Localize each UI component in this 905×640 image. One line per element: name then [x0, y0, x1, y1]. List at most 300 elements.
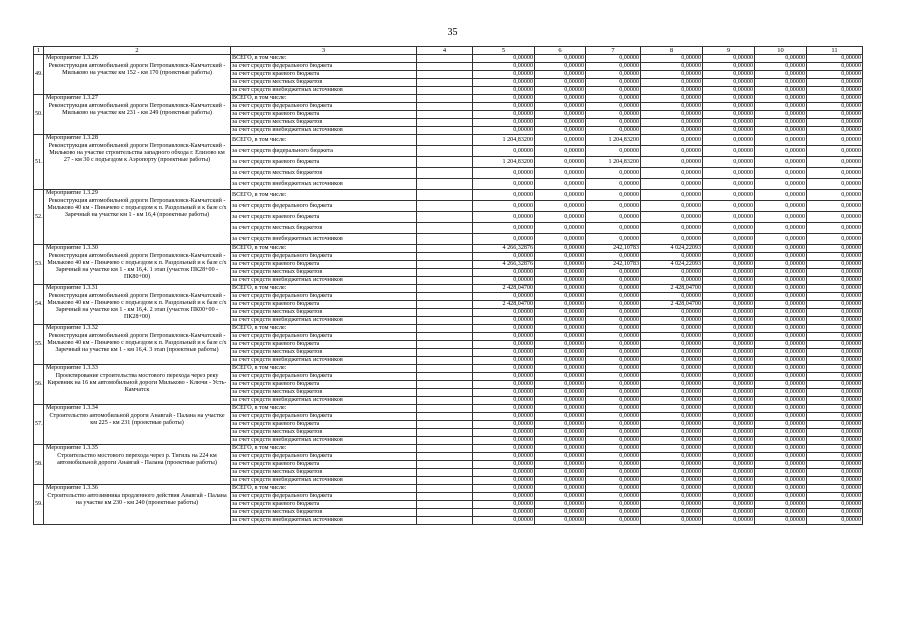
table-row: [34, 95, 863, 103]
value-cell: 0,00000: [535, 381, 586, 389]
value-cell: 2 428,04700: [473, 301, 535, 309]
funding-source: за счет средств внебюджетных источников: [231, 357, 417, 365]
value-cell: 0,00000: [807, 234, 863, 245]
value-cell: 0,00000: [703, 135, 755, 146]
funding-source: за счет средств внебюджетных источников: [231, 397, 417, 405]
value-cell: 0,00000: [535, 135, 586, 146]
funding-source: за счет средств федерального бюджета: [231, 103, 417, 111]
funding-source: за счет средств федерального бюджета: [231, 333, 417, 341]
value-cell: 0,00000: [807, 157, 863, 168]
value-cell: 0,00000: [641, 429, 703, 437]
value-cell: 0,00000: [473, 413, 535, 421]
value-cell: 0,00000: [586, 469, 641, 477]
value-cell: 0,00000: [473, 405, 535, 413]
funding-source: за счет средств местных бюджетов: [231, 429, 417, 437]
value-cell: 0,00000: [586, 190, 641, 201]
funding-source: ВСЕГО, в том числе:: [231, 55, 417, 63]
value-cell: 0,00000: [703, 95, 755, 103]
value-cell: 0,00000: [473, 269, 535, 277]
table-row: [34, 405, 863, 413]
event-code: Мероприятие 1.3.36: [46, 485, 98, 491]
value-cell: 0,00000: [641, 135, 703, 146]
value-cell: 0,00000: [755, 485, 807, 493]
value-cell: 0,00000: [807, 146, 863, 157]
value-cell: 0,00000: [641, 103, 703, 111]
value-cell: 0,00000: [807, 95, 863, 103]
value-cell: 0,00000: [473, 79, 535, 87]
empty-cell: [417, 421, 473, 429]
value-cell: 0,00000: [535, 223, 586, 234]
value-cell: 0,00000: [703, 381, 755, 389]
value-cell: 0,00000: [807, 509, 863, 517]
value-cell: 0,00000: [586, 477, 641, 485]
value-cell: 0,00000: [755, 445, 807, 453]
table-row: [34, 245, 863, 253]
value-cell: 0,00000: [473, 517, 535, 525]
value-cell: 0,00000: [755, 269, 807, 277]
event-description: Строительство автомобильной дороги Анавгай - Палана на участке км 225 - км 231 (проектные работы): [49, 413, 225, 426]
value-cell: 0,00000: [807, 453, 863, 461]
column-number-4: 4: [417, 47, 473, 55]
funding-source: за счет средств краевого бюджета: [231, 261, 417, 269]
value-cell: 0,00000: [703, 477, 755, 485]
value-cell: 0,00000: [586, 146, 641, 157]
value-cell: 0,00000: [586, 87, 641, 95]
value-cell: 0,00000: [535, 341, 586, 349]
value-cell: 0,00000: [807, 485, 863, 493]
value-cell: 0,00000: [473, 325, 535, 333]
empty-cell: [417, 119, 473, 127]
value-cell: 0,00000: [807, 381, 863, 389]
empty-cell: [417, 79, 473, 87]
value-cell: 0,00000: [535, 357, 586, 365]
value-cell: 0,00000: [586, 365, 641, 373]
value-cell: 0,00000: [703, 119, 755, 127]
empty-cell: [417, 277, 473, 285]
value-cell: 0,00000: [755, 201, 807, 212]
value-cell: 0,00000: [807, 405, 863, 413]
value-cell: 0,00000: [535, 79, 586, 87]
value-cell: 0,00000: [535, 301, 586, 309]
empty-cell: [417, 325, 473, 333]
event-code: Мероприятие 1.3.33: [46, 365, 98, 371]
value-cell: 0,00000: [473, 95, 535, 103]
funding-source: за счет средств внебюджетных источников: [231, 127, 417, 135]
value-cell: 0,00000: [473, 309, 535, 317]
funding-source: ВСЕГО, в том числе:: [231, 485, 417, 493]
event-code: Мероприятие 1.3.30: [46, 245, 98, 251]
value-cell: 0,00000: [755, 95, 807, 103]
value-cell: 0,00000: [535, 234, 586, 245]
value-cell: 0,00000: [755, 477, 807, 485]
value-cell: 0,00000: [807, 469, 863, 477]
row-number: 50.: [34, 95, 44, 135]
value-cell: 0,00000: [641, 389, 703, 397]
value-cell: 0,00000: [535, 453, 586, 461]
empty-cell: [417, 317, 473, 325]
value-cell: 0,00000: [586, 333, 641, 341]
empty-cell: [417, 373, 473, 381]
row-number: 52.: [34, 190, 44, 245]
value-cell: 0,00000: [473, 461, 535, 469]
funding-source: за счет средств федерального бюджета: [231, 253, 417, 261]
value-cell: 0,00000: [641, 146, 703, 157]
empty-cell: [417, 269, 473, 277]
funding-source: за счет средств внебюджетных источников: [231, 437, 417, 445]
event-code: Мероприятие 1.3.27: [46, 95, 98, 101]
value-cell: 0,00000: [703, 317, 755, 325]
empty-cell: [417, 135, 473, 146]
value-cell: 0,00000: [807, 269, 863, 277]
value-cell: 0,00000: [535, 95, 586, 103]
empty-cell: [417, 381, 473, 389]
value-cell: 0,00000: [473, 349, 535, 357]
funding-source: за счет средств местных бюджетов: [231, 389, 417, 397]
value-cell: 0,00000: [586, 485, 641, 493]
empty-cell: [417, 469, 473, 477]
value-cell: 0,00000: [535, 253, 586, 261]
funding-source: за счет средств внебюджетных источников: [231, 234, 417, 245]
empty-cell: [417, 103, 473, 111]
value-cell: 0,00000: [807, 111, 863, 119]
value-cell: 0,00000: [641, 253, 703, 261]
value-cell: 0,00000: [641, 95, 703, 103]
empty-cell: [417, 493, 473, 501]
funding-source: ВСЕГО, в том числе:: [231, 135, 417, 146]
row-number: 58.: [34, 445, 44, 485]
value-cell: 0,00000: [586, 501, 641, 509]
value-cell: 0,00000: [641, 517, 703, 525]
value-cell: 0,00000: [473, 293, 535, 301]
value-cell: 0,00000: [703, 253, 755, 261]
value-cell: 2 428,04700: [641, 285, 703, 293]
value-cell: 0,00000: [535, 168, 586, 179]
funding-source: ВСЕГО, в том числе:: [231, 285, 417, 293]
value-cell: 0,00000: [755, 245, 807, 253]
value-cell: 0,00000: [807, 71, 863, 79]
value-cell: 0,00000: [535, 477, 586, 485]
value-cell: 0,00000: [755, 212, 807, 223]
value-cell: 0,00000: [586, 71, 641, 79]
value-cell: 0,00000: [703, 87, 755, 95]
value-cell: 0,00000: [473, 212, 535, 223]
value-cell: 0,00000: [473, 453, 535, 461]
funding-source: за счет средств внебюджетных источников: [231, 517, 417, 525]
value-cell: 0,00000: [535, 201, 586, 212]
value-cell: 0,00000: [703, 212, 755, 223]
value-cell: 0,00000: [535, 509, 586, 517]
value-cell: 0,00000: [473, 317, 535, 325]
value-cell: 0,00000: [755, 453, 807, 461]
empty-cell: [417, 71, 473, 79]
value-cell: 0,00000: [703, 285, 755, 293]
value-cell: 0,00000: [535, 309, 586, 317]
value-cell: 0,00000: [807, 277, 863, 285]
value-cell: 0,00000: [641, 55, 703, 63]
value-cell: 0,00000: [586, 357, 641, 365]
value-cell: 0,00000: [755, 381, 807, 389]
event-code: Мероприятие 1.3.26: [46, 55, 98, 61]
value-cell: 0,00000: [586, 389, 641, 397]
value-cell: 0,00000: [755, 389, 807, 397]
empty-cell: [417, 389, 473, 397]
value-cell: 0,00000: [586, 253, 641, 261]
event-description: Строительство автозимника продленного действия Анавгай - Палана на участке км 230 - км 240 (проектные работы): [47, 493, 227, 506]
value-cell: 0,00000: [755, 119, 807, 127]
value-cell: 0,00000: [755, 223, 807, 234]
value-cell: 0,00000: [755, 285, 807, 293]
empty-cell: [417, 445, 473, 453]
funding-source: ВСЕГО, в том числе:: [231, 365, 417, 373]
value-cell: 0,00000: [703, 127, 755, 135]
value-cell: 0,00000: [755, 493, 807, 501]
value-cell: 0,00000: [807, 285, 863, 293]
value-cell: 0,00000: [807, 301, 863, 309]
value-cell: 0,00000: [586, 381, 641, 389]
value-cell: 0,00000: [641, 445, 703, 453]
value-cell: 0,00000: [641, 413, 703, 421]
value-cell: 0,00000: [807, 87, 863, 95]
value-cell: 0,00000: [807, 493, 863, 501]
value-cell: 0,00000: [807, 63, 863, 71]
value-cell: 0,00000: [703, 333, 755, 341]
value-cell: 0,00000: [755, 190, 807, 201]
value-cell: 0,00000: [755, 87, 807, 95]
value-cell: 0,00000: [807, 517, 863, 525]
value-cell: 0,00000: [703, 357, 755, 365]
empty-cell: [417, 253, 473, 261]
funding-source: за счет средств федерального бюджета: [231, 293, 417, 301]
value-cell: 0,00000: [807, 253, 863, 261]
funding-source: за счет средств фидерального бюджета: [231, 146, 417, 157]
value-cell: 0,00000: [586, 317, 641, 325]
value-cell: 0,00000: [586, 293, 641, 301]
funding-source: за счет средств местных бюджетов: [231, 509, 417, 517]
empty-cell: [417, 146, 473, 157]
value-cell: 0,00000: [703, 445, 755, 453]
row-number: 57.: [34, 405, 44, 445]
value-cell: 0,00000: [535, 157, 586, 168]
value-cell: 0,00000: [535, 146, 586, 157]
empty-cell: [417, 168, 473, 179]
value-cell: 0,00000: [703, 413, 755, 421]
value-cell: 0,00000: [473, 190, 535, 201]
value-cell: 0,00000: [703, 277, 755, 285]
value-cell: 0,00000: [641, 190, 703, 201]
value-cell: 0,00000: [807, 79, 863, 87]
empty-cell: [417, 461, 473, 469]
value-cell: 0,00000: [535, 493, 586, 501]
value-cell: 0,00000: [755, 55, 807, 63]
funding-source: за счет средств краевого бюджета: [231, 341, 417, 349]
value-cell: 0,00000: [641, 421, 703, 429]
value-cell: 0,00000: [473, 201, 535, 212]
value-cell: 0,00000: [473, 168, 535, 179]
value-cell: 1 204,83200: [586, 157, 641, 168]
value-cell: 0,00000: [535, 269, 586, 277]
value-cell: 0,00000: [641, 87, 703, 95]
value-cell: 0,00000: [586, 509, 641, 517]
value-cell: 0,00000: [641, 325, 703, 333]
value-cell: 0,00000: [473, 234, 535, 245]
value-cell: 0,00000: [755, 413, 807, 421]
event-cell: [44, 135, 231, 190]
value-cell: 0,00000: [755, 301, 807, 309]
empty-cell: [417, 127, 473, 135]
funding-source: ВСЕГО, в том числе:: [231, 325, 417, 333]
funding-source: за счет средств местных бюджетов: [231, 79, 417, 87]
value-cell: 0,00000: [535, 127, 586, 135]
empty-cell: [417, 234, 473, 245]
event-code: Мероприятие 1.3.34: [46, 405, 98, 411]
value-cell: 0,00000: [535, 179, 586, 190]
value-cell: 0,00000: [535, 405, 586, 413]
value-cell: 0,00000: [535, 325, 586, 333]
value-cell: 0,00000: [473, 477, 535, 485]
value-cell: 0,00000: [535, 429, 586, 437]
event-code: Мероприятие 1.3.32: [46, 325, 98, 331]
value-cell: 0,00000: [755, 517, 807, 525]
value-cell: 0,00000: [641, 461, 703, 469]
column-number-8: 8: [641, 47, 703, 55]
event-cell: [44, 245, 231, 285]
funding-source: за счет средств краевого бюджета: [231, 212, 417, 223]
value-cell: 0,00000: [703, 349, 755, 357]
value-cell: 0,00000: [535, 87, 586, 95]
value-cell: 0,00000: [473, 397, 535, 405]
event-cell: [44, 485, 231, 525]
value-cell: 0,00000: [641, 453, 703, 461]
column-number-2: 2: [44, 47, 231, 55]
value-cell: 0,00000: [586, 269, 641, 277]
empty-cell: [417, 223, 473, 234]
event-description: Строительство мостового перехода через р. Тигиль на 224 км автомобильной дороги Анавгай - Палана (проектные работы): [57, 453, 217, 466]
value-cell: 0,00000: [807, 429, 863, 437]
value-cell: 0,00000: [586, 373, 641, 381]
value-cell: 0,00000: [641, 223, 703, 234]
funding-source: за счет средств федерального бюджета: [231, 493, 417, 501]
value-cell: 0,00000: [703, 405, 755, 413]
funding-source: за счет средств федерального бюджета: [231, 453, 417, 461]
value-cell: 0,00000: [586, 285, 641, 293]
empty-cell: [417, 212, 473, 223]
page-number: 35: [447, 27, 458, 38]
value-cell: 0,00000: [586, 413, 641, 421]
table-row: [34, 365, 863, 373]
value-cell: 0,00000: [807, 333, 863, 341]
value-cell: 0,00000: [473, 469, 535, 477]
event-cell: [44, 55, 231, 95]
value-cell: 0,00000: [535, 397, 586, 405]
value-cell: 0,00000: [473, 381, 535, 389]
funding-source: ВСЕГО, в том числе:: [231, 95, 417, 103]
funding-source: за счет средств местных бюджетов: [231, 269, 417, 277]
value-cell: 0,00000: [641, 477, 703, 485]
value-cell: 0,00000: [473, 501, 535, 509]
value-cell: 0,00000: [586, 234, 641, 245]
value-cell: 0,00000: [755, 365, 807, 373]
empty-cell: [417, 245, 473, 253]
empty-cell: [417, 157, 473, 168]
value-cell: 0,00000: [641, 485, 703, 493]
value-cell: 0,00000: [807, 293, 863, 301]
value-cell: 0,00000: [535, 285, 586, 293]
value-cell: 0,00000: [703, 179, 755, 190]
funding-source: за счет средств местных бюджетов: [231, 168, 417, 179]
value-cell: 0,00000: [755, 293, 807, 301]
value-cell: 0,00000: [535, 71, 586, 79]
value-cell: 0,00000: [473, 119, 535, 127]
empty-cell: [417, 405, 473, 413]
value-cell: 0,00000: [641, 509, 703, 517]
value-cell: 0,00000: [586, 277, 641, 285]
value-cell: 1 204,83200: [473, 135, 535, 146]
table-row: [34, 325, 863, 333]
value-cell: 0,00000: [586, 325, 641, 333]
value-cell: 0,00000: [755, 168, 807, 179]
empty-cell: [417, 429, 473, 437]
funding-source: за счет средств краевого бюджета: [231, 157, 417, 168]
empty-cell: [417, 63, 473, 71]
value-cell: 0,00000: [755, 135, 807, 146]
value-cell: 0,00000: [755, 325, 807, 333]
empty-cell: [417, 357, 473, 365]
value-cell: 0,00000: [703, 517, 755, 525]
value-cell: 0,00000: [703, 293, 755, 301]
table-row: [34, 135, 863, 146]
value-cell: 0,00000: [703, 501, 755, 509]
empty-cell: [417, 341, 473, 349]
value-cell: 0,00000: [703, 341, 755, 349]
funding-source: ВСЕГО, в том числе:: [231, 245, 417, 253]
value-cell: 0,00000: [641, 201, 703, 212]
value-cell: 0,00000: [473, 223, 535, 234]
funding-source: за счет средств краевого бюджета: [231, 461, 417, 469]
value-cell: 0,00000: [807, 421, 863, 429]
value-cell: 0,00000: [535, 461, 586, 469]
empty-cell: [417, 517, 473, 525]
value-cell: 0,00000: [641, 277, 703, 285]
value-cell: 0,00000: [473, 389, 535, 397]
value-cell: 0,00000: [473, 55, 535, 63]
empty-cell: [417, 309, 473, 317]
value-cell: 0,00000: [641, 157, 703, 168]
empty-cell: [417, 179, 473, 190]
value-cell: 0,00000: [807, 190, 863, 201]
value-cell: 0,00000: [807, 317, 863, 325]
value-cell: 0,00000: [641, 341, 703, 349]
value-cell: 0,00000: [703, 469, 755, 477]
value-cell: 0,00000: [473, 485, 535, 493]
funding-source: за счет средств краевого бюджета: [231, 421, 417, 429]
value-cell: 0,00000: [807, 135, 863, 146]
value-cell: 0,00000: [755, 373, 807, 381]
value-cell: 0,00000: [703, 55, 755, 63]
empty-cell: [417, 365, 473, 373]
value-cell: 0,00000: [641, 357, 703, 365]
value-cell: 0,00000: [641, 212, 703, 223]
value-cell: 0,00000: [755, 253, 807, 261]
funding-source: за счет средств краевого бюджета: [231, 501, 417, 509]
value-cell: 0,00000: [535, 469, 586, 477]
empty-cell: [417, 509, 473, 517]
value-cell: 0,00000: [473, 333, 535, 341]
value-cell: 0,00000: [703, 111, 755, 119]
event-cell: [44, 445, 231, 485]
table-row: [34, 55, 863, 63]
value-cell: 0,00000: [807, 55, 863, 63]
value-cell: 0,00000: [755, 261, 807, 269]
